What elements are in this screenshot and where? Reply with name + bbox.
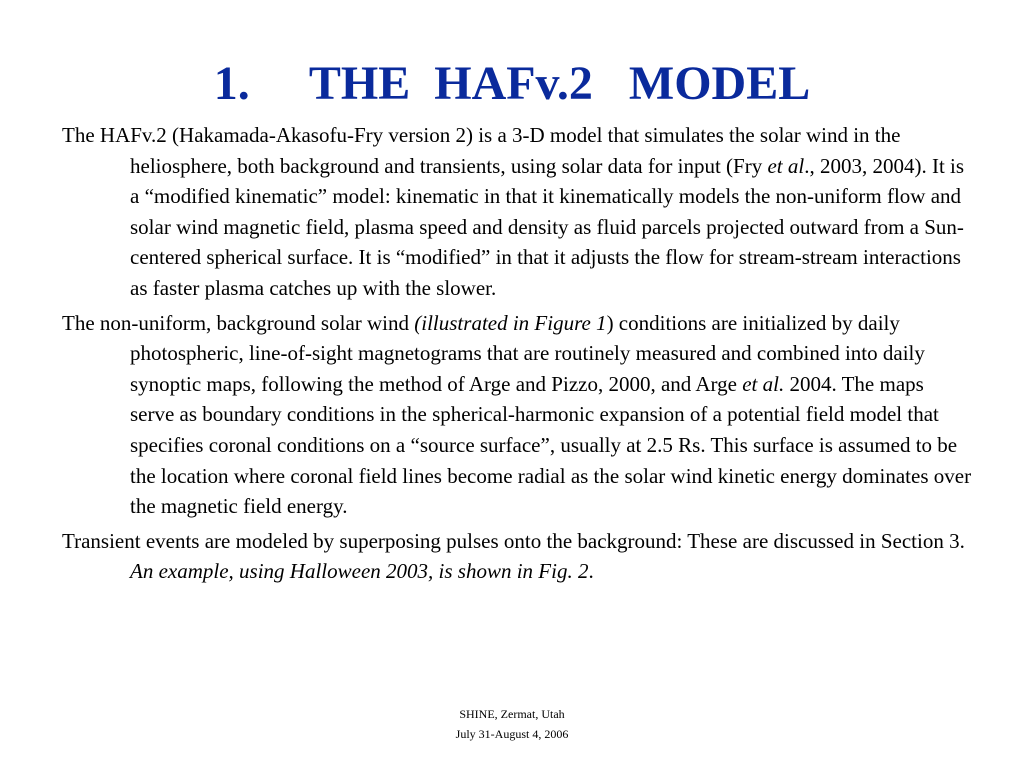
text-run: . [588, 559, 594, 584]
footer-dates: July 31-August 4, 2006 [455, 727, 569, 741]
slide-body [62, 120, 972, 591]
text-run-italic: et al [767, 153, 805, 178]
body-paragraph [62, 120, 972, 304]
text-run: ., 2003, 2004). It is a “modified kinematic” model: kinematic in that it kinematically models the non-uniform flow and solar wind magnetic field, plasma speed and density as fluid parcels projected outward from a Sun-centered spherical surface. It is “modified” in that it adjusts the flow for stream-stream interactions as faster plasma catches up with the slower. [130, 153, 965, 300]
text-run: The non-uniform, background solar wind [62, 310, 415, 335]
text-run-italic: et al. [742, 371, 785, 396]
slide-title: 1. THE HAFv.2 MODEL [213, 57, 811, 110]
text-run: 2004. The maps serve as boundary conditions in the spherical-harmonic expansion of a potential field model that specifies coronal conditions on a “source surface”, usually at 2.5 Rs. This surface is assumed to be the location where coronal field lines become radial as the solar wind kinetic energy dominates over the magnetic field energy. [130, 371, 972, 519]
text-run-italic: An example, using Halloween 2003, is shown in Fig. 2 [130, 559, 589, 584]
text-run-italic: (illustrated in Figure 1 [414, 310, 607, 335]
text-run: ) conditions are initialized by daily photospheric, line-of-sight magnetograms that are routinely measured and combined into daily synoptic maps, following the method of Arge and Pizzo, 2000, and Arge [130, 310, 925, 396]
slide-footer [0, 704, 1024, 744]
body-paragraph [62, 308, 972, 522]
body-paragraph [62, 526, 972, 587]
footer-venue: SHINE, Zermat, Utah [459, 707, 565, 721]
text-run: The HAFv.2 (Hakamada-Akasofu-Fry version 2) is a 3-D model that simulates the solar wind in the heliosphere, both background and transients, using solar data for input (Fry [62, 123, 901, 178]
text-run: Transient events are modeled by superposing pulses onto the background: These are discussed in Section 3. [62, 528, 965, 553]
